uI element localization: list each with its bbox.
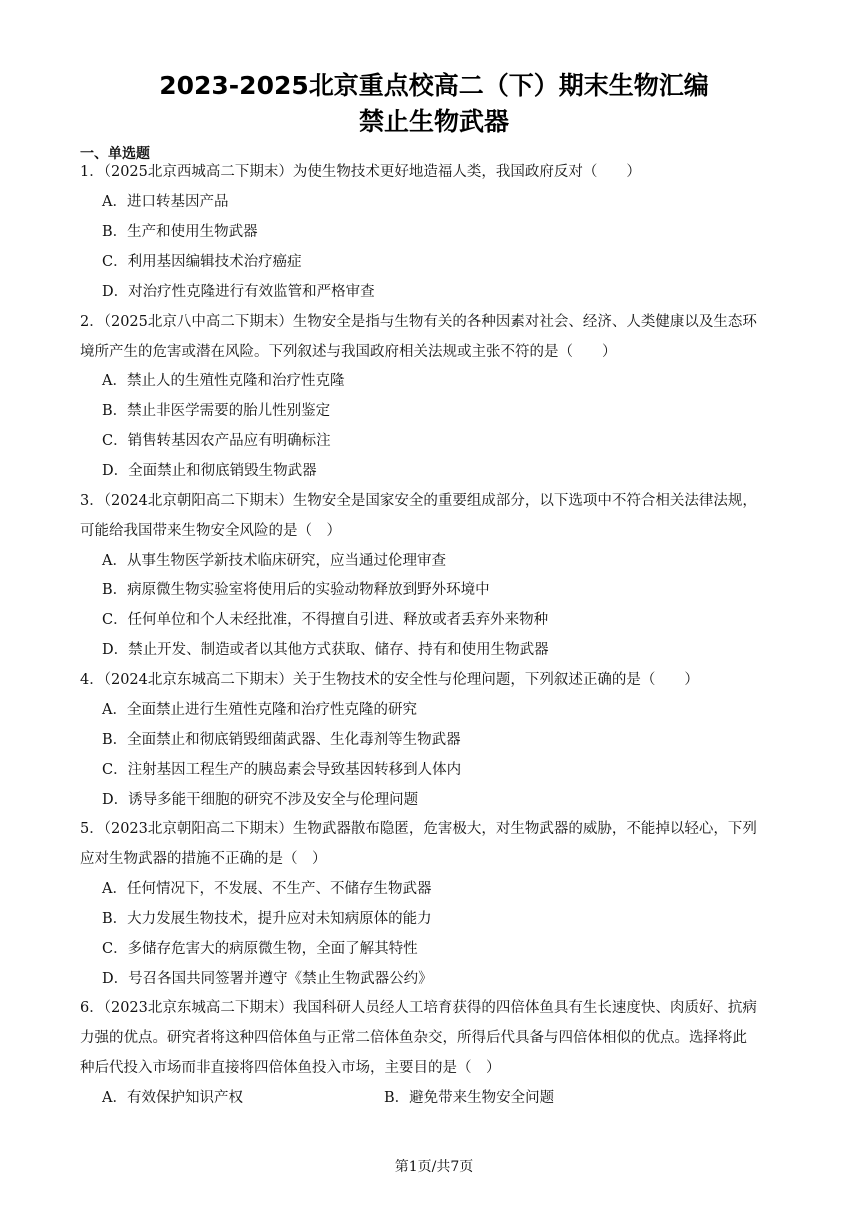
section-heading: 一、单选题 — [80, 146, 150, 162]
question-5-stem: 5．（2023北京朝阳高二下期末）生物武器散布隐匿，危害极大，对生物武器的威胁，不能掉以轻心，下列 — [80, 821, 757, 837]
question-3-stem: 3．（2024北京朝阳高二下期末）生物安全是国家安全的重要组成部分，以下选项中不符合相关法律法规， — [80, 493, 757, 509]
question-4-option-a: A．全面禁止进行生殖性克隆和治疗性克隆的研究 — [102, 702, 417, 718]
question-4-option-c: C．注射基因工程生产的胰岛素会导致基因转移到人体内 — [102, 762, 462, 778]
question-1-stem: 1．（2025北京西城高二下期末）为使生物技术更好地造福人类，我国政府反对（ ） — [80, 164, 641, 180]
question-6-stem: 6．（2023北京东城高二下期末）我国科研人员经人工培育获得的四倍体鱼具有生长速度快、肉质好、抗病 — [80, 1000, 757, 1016]
question-2-option-c: C．销售转基因农产品应有明确标注 — [102, 433, 331, 449]
question-6-stem-continued-1: 力强的优点。研究者将这种四倍体鱼与正常二倍体鱼杂交，所得后代具备与四倍体相似的优点。选择将此 — [80, 1030, 747, 1046]
question-1-option-d: D．对治疗性克隆进行有效监管和严格审查 — [102, 284, 375, 300]
question-6-option-b: B．避免带来生物安全问题 — [384, 1090, 555, 1106]
question-4-stem: 4．（2024北京东城高二下期末）关于生物技术的安全性与伦理问题，下列叙述正确的是（ ） — [80, 672, 699, 688]
document-title: 2023-2025北京重点校高二（下）期末生物汇编 — [159, 71, 709, 100]
question-5-option-b: B．大力发展生物技术，提升应对未知病原体的能力 — [102, 911, 432, 927]
question-3-option-c: C．任何单位和个人未经批准，不得擅自引进、释放或者丢弃外来物种 — [102, 612, 549, 628]
question-5-stem-continued: 应对生物武器的措施不正确的是（ ） — [80, 851, 327, 867]
question-5-option-a: A．任何情况下，不发展、不生产、不储存生物武器 — [102, 881, 432, 897]
page-footer: 第1页/共7页 — [394, 1159, 474, 1175]
question-1-option-b: B．生产和使用生物武器 — [102, 224, 258, 240]
question-3-option-b: B．病原微生物实验室将使用后的实验动物释放到野外环境中 — [102, 582, 490, 598]
question-2-option-b: B．禁止非医学需要的胎儿性别鉴定 — [102, 403, 331, 419]
question-2-option-a: A．禁止人的生殖性克隆和治疗性克隆 — [102, 373, 345, 389]
question-2-option-d: D．全面禁止和彻底销毁生物武器 — [102, 463, 317, 479]
question-5-option-c: C．多储存危害大的病原微生物，全面了解其特性 — [102, 941, 418, 957]
question-1-option-a: A．进口转基因产品 — [102, 194, 229, 210]
question-6-stem-continued-2: 种后代投入市场而非直接将四倍体鱼投入市场，主要目的是（ ） — [80, 1060, 501, 1076]
question-3-option-d: D．禁止开发、制造或者以其他方式获取、储存、持有和使用生物武器 — [102, 642, 549, 658]
question-6-option-a: A．有效保护知识产权 — [102, 1090, 243, 1106]
question-3-option-a: A．从事生物医学新技术临床研究，应当通过伦理审查 — [102, 553, 446, 569]
question-4-option-d: D．诱导多能干细胞的研究不涉及安全与伦理问题 — [102, 792, 419, 808]
document-subtitle: 禁止生物武器 — [358, 107, 509, 136]
question-3-stem-continued: 可能给我国带来生物安全风险的是（ ） — [80, 523, 341, 539]
question-5-option-d: D．号召各国共同签署并遵守《禁止生物武器公约》 — [102, 971, 433, 987]
question-1-option-c: C．利用基因编辑技术治疗癌症 — [102, 254, 302, 270]
question-2-stem: 2．（2025北京八中高二下期末）生物安全是指与生物有关的各种因素对社会、经济、人类健康以及生态环 — [80, 314, 757, 330]
question-2-stem-continued: 境所产生的危害或潜在风险。下列叙述与我国政府相关法规或主张不符的是（ ） — [80, 344, 617, 360]
question-4-option-b: B．全面禁止和彻底销毁细菌武器、生化毒剂等生物武器 — [102, 732, 461, 748]
